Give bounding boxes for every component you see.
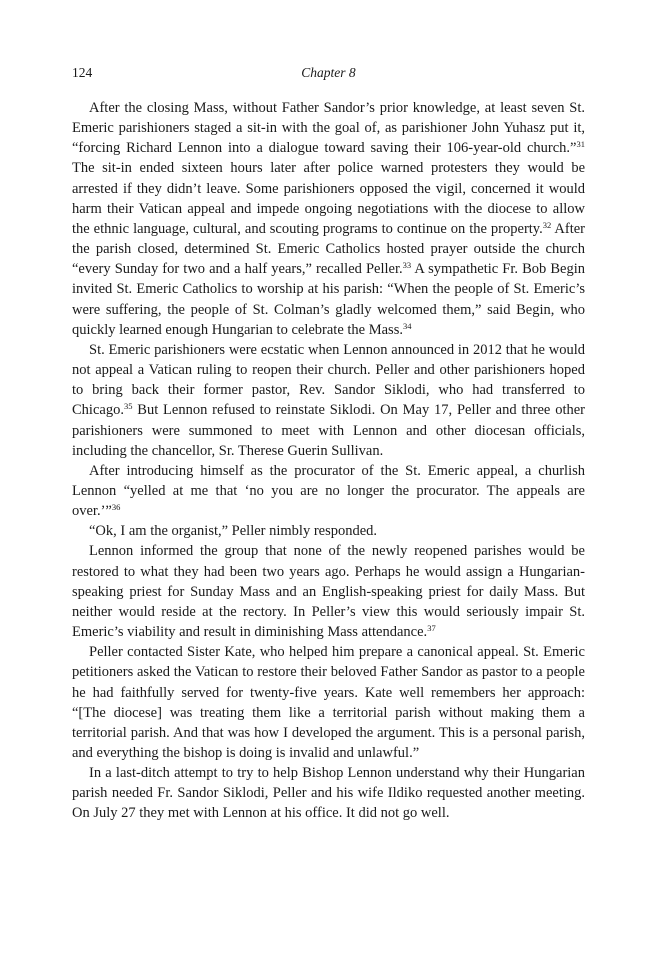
paragraph bbox=[72, 461, 585, 521]
footnote-reference: 35 bbox=[123, 401, 133, 412]
running-header bbox=[72, 62, 585, 84]
paragraph-text: But Lennon refused to reinstate Siklodi. On May 17, Peller and three other parishioners were summoned to meet with Lennon and other diocesan officials, including the chancellor, Sr. Therese Guerin Sullivan. bbox=[72, 402, 585, 459]
paragraph-text: After introducing himself as the procurator of the St. Emeric appeal, a churlish Lennon “yelled at me that ‘no you are no longer the procurator. The appeals are over.’” bbox=[72, 462, 585, 520]
paragraph-text: St. Emeric parishioners were ecstatic when Lennon announced in 2012 that he would not appeal a Vatican ruling to reopen their church. Peller and other parishioners hoped to bring back their former pastor, Rev. Sandor Siklodi, who had transferred to Chicago. bbox=[72, 341, 585, 419]
paragraph-text: A sympathetic Fr. Bob Begin invited St. Emeric Catholics to worship at his parish: “When the people of St. Emeric’s were suffering, the people of St. Colman’s gladly welcomed them,” said Begin, who quickly learned enough Hungarian to celebrate the Mass. bbox=[72, 261, 585, 338]
paragraph-text: After the closing Mass, without Father Sandor’s prior knowledge, at least seven St. Emeric parishioners staged a sit-in with the goal of, as parishioner John Yuhasz put it, “forcing Richard Lennon into a dialogue toward saving their 106-year-old church.” bbox=[72, 100, 585, 157]
paragraph bbox=[72, 340, 585, 461]
paragraph bbox=[72, 521, 585, 541]
paragraph bbox=[72, 642, 585, 763]
paragraph-text: In a last-ditch attempt to try to help Bishop Lennon understand why their Hungarian parish needed Fr. Sandor Siklodi, Peller and his wife Ildiko requested another meeting. On July 27 they met with Lennon at his office. It did not go well. bbox=[72, 765, 585, 822]
body-text bbox=[72, 98, 585, 824]
footnote-reference: 31 bbox=[576, 139, 585, 150]
paragraph-text: “Ok, I am the organist,” Peller nimbly responded. bbox=[89, 523, 378, 540]
page-number: 124 bbox=[72, 65, 93, 80]
paragraph bbox=[72, 763, 585, 823]
paragraph-text: Peller contacted Sister Kate, who helped him prepare a canonical appeal. St. Emeric petitioners asked the Vatican to restore their beloved Father Sandor as pastor to a people he had faithfully served for twenty-five years. Kate well remembers her approach: “[The diocese] was treating them like a territorial parish without making them a territorial parish. And that was how I developed the argument. This is a personal parish, and everything the bishop is doing is invalid and unlawful.” bbox=[72, 644, 585, 761]
footnote-reference: 32 bbox=[542, 219, 552, 230]
paragraph-text: Lennon informed the group that none of the newly reopened parishes would be restored to what they had been two years ago. Perhaps he would assign a Hungarian-speaking priest for Sunday Mass and an English-speaking priest for daily Mass. But neither would reside at the rectory. In Peller’s view this would seriously impair St. Emeric’s viability and result in diminishing Mass attendance. bbox=[72, 543, 585, 641]
footnote-reference: 37 bbox=[427, 623, 436, 634]
footnote-reference: 33 bbox=[402, 260, 412, 271]
footnote-reference: 36 bbox=[111, 502, 121, 513]
paragraph bbox=[72, 98, 585, 340]
paragraph-text: The sit-in ended sixteen hours later after police warned protesters they would be arrested if they didn’t leave. Some parishioners opposed the vigil, concerned it would harm their Vatican appeal and impede ongoing negotiations with the diocese to allow the ethnic language, cultural, and scouting programs to continue on the property. bbox=[72, 160, 585, 237]
paragraph-text: After the parish closed, determined St. Emeric Catholics hosted prayer outside the church “every Sunday for two and a half years,” recalled Peller. bbox=[72, 220, 585, 278]
footnote-reference: 34 bbox=[402, 320, 412, 331]
chapter-title: Chapter 8 bbox=[301, 65, 356, 80]
paragraph bbox=[72, 541, 585, 642]
book-page bbox=[72, 62, 585, 824]
